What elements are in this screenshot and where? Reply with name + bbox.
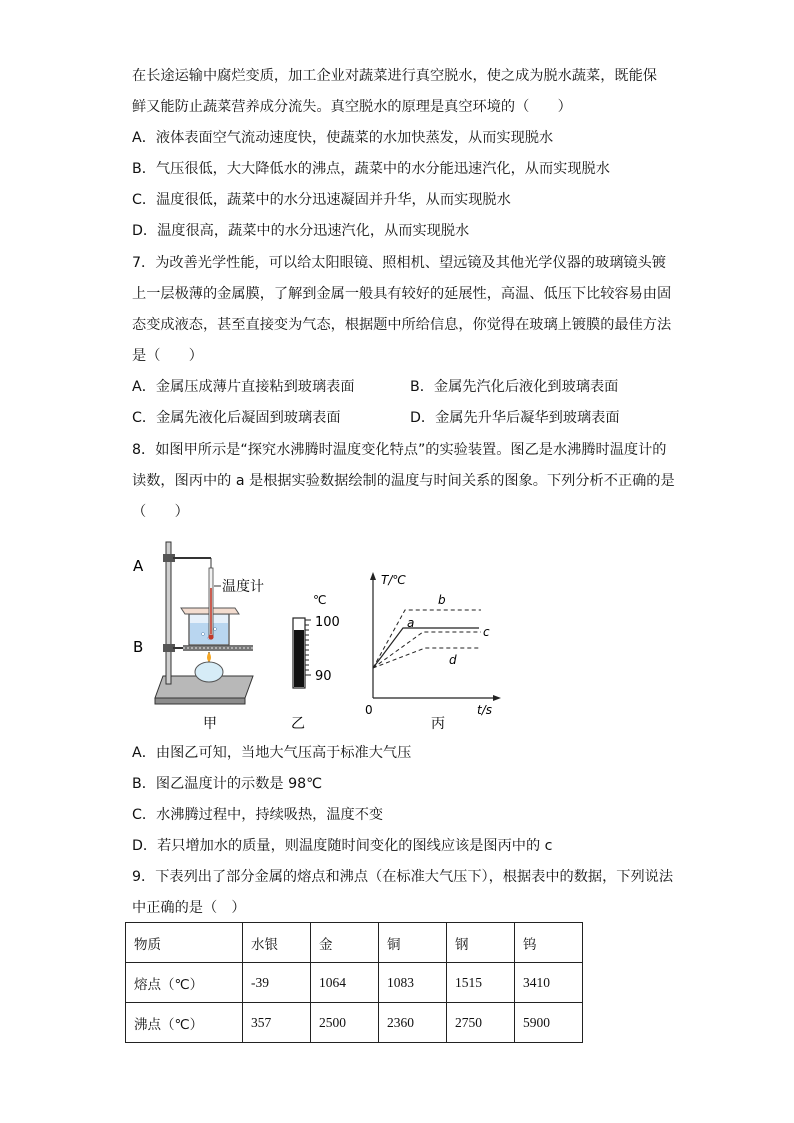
caption-bing: 丙 xyxy=(431,716,445,732)
curve-c xyxy=(373,632,481,668)
scale-90: 90 xyxy=(315,669,332,684)
q6-option-b: B．气压很低，大大降低水的沸点，蔬菜中的水分能迅速汽化，从而实现脱水 xyxy=(132,161,610,177)
table-header-cell: 水银 xyxy=(243,923,311,963)
alcohol-lamp xyxy=(195,662,223,682)
table-cell: 1515 xyxy=(447,963,515,1003)
thermometer-scale xyxy=(291,593,340,732)
lamp-flame xyxy=(207,652,211,662)
table-header-cell: 铜 xyxy=(379,923,447,963)
q8-option-c: C．水沸腾过程中，持续吸热，温度不变 xyxy=(132,807,384,823)
curve-a-label: a xyxy=(407,616,415,630)
table-cell: 2500 xyxy=(311,1003,379,1043)
table-cell: 3410 xyxy=(515,963,583,1003)
table-header-cell: 物质 xyxy=(126,923,243,963)
table-header-cell: 金 xyxy=(311,923,379,963)
scale-liquid xyxy=(294,630,304,687)
q7-stem-line-2: 上一层极薄的金属膜，了解到金属一般具有较好的延展性，高温、低压下比较容易由固 xyxy=(132,286,672,302)
curve-c-label: c xyxy=(483,625,490,639)
graph-y-label: T/℃ xyxy=(381,573,406,587)
table-header-row xyxy=(126,923,583,963)
q8-stem-line-3: （ ） xyxy=(132,504,189,520)
q8-option-a: A．由图乙可知，当地大气压高于标准大气压 xyxy=(132,745,412,761)
metals-table xyxy=(125,922,583,1043)
q6-option-d: D．温度很高，蔬菜中的水分迅速汽化，从而实现脱水 xyxy=(132,223,470,239)
q7-option-d: D．金属先升华后凝华到玻璃表面 xyxy=(410,410,620,426)
curve-d xyxy=(373,648,481,668)
graph-origin: 0 xyxy=(365,703,373,717)
apparatus-rod xyxy=(166,542,171,684)
q9-stem-line-1: 9．下表列出了部分金属的熔点和沸点（在标准大气压下），根据表中的数据，下列说法 xyxy=(132,869,674,885)
q7-stem-line-4: 是（ ） xyxy=(132,348,203,364)
table-cell: 1083 xyxy=(379,963,447,1003)
scale-ticks xyxy=(305,620,311,675)
wire-gauze xyxy=(183,645,253,651)
apparatus-drawing xyxy=(133,542,264,732)
q8-option-d: D．若只增加水的质量，则温度随时间变化的图线应该是图丙中的 c xyxy=(132,838,553,854)
table-cell: 2750 xyxy=(447,1003,515,1043)
table-cell: 1064 xyxy=(311,963,379,1003)
q7-option-a: A．金属压成薄片直接粘到玻璃表面 xyxy=(132,379,355,395)
table-header-cell: 钢 xyxy=(447,923,515,963)
q8-stem-line-1: 8．如图甲所示是“探究水沸腾时温度变化特点”的实验装置。图乙是水沸腾时温度计的 xyxy=(132,442,667,458)
q7-stem-line-3: 态变成液态，甚至直接变为气态，根据题中所给信息，你觉得在玻璃上镀膜的最佳方法 xyxy=(132,317,672,333)
q8-figure xyxy=(125,528,525,743)
q9-stem-line-2: 中正确的是（ ） xyxy=(132,900,246,916)
apparatus-base-front xyxy=(155,698,245,704)
q6-stem-line-2: 鲜又能防止蔬菜营养成分流失。真空脱水的原理是真空环境的（ ） xyxy=(132,99,572,115)
q6-stem-line-1: 在长途运输中腐烂变质，加工企业对蔬菜进行真空脱水，使之成为脱水蔬菜，既能保 xyxy=(132,68,657,84)
thermometer-label: 温度计 xyxy=(222,579,264,595)
scale-100: 100 xyxy=(315,615,340,630)
curve-b xyxy=(373,610,481,668)
q7-stem-line-1: 7．为改善光学性能，可以给太阳眼镜、照相机、望远镜及其他光学仪器的玻璃镜头镀 xyxy=(132,255,666,271)
table-cell: 2360 xyxy=(379,1003,447,1043)
q7-option-c: C．金属先液化后凝固到玻璃表面 xyxy=(132,410,341,426)
table-cell: 熔点（℃） xyxy=(126,963,243,1003)
table-cell: -39 xyxy=(243,963,311,1003)
caption-jia: 甲 xyxy=(203,716,217,732)
table-header-cell: 钨 xyxy=(515,923,583,963)
q8-option-b: B．图乙温度计的示数是 98℃ xyxy=(132,776,323,792)
apparatus-label-a: A xyxy=(133,557,144,575)
curve-b-label: b xyxy=(438,593,446,607)
table-cell: 5900 xyxy=(515,1003,583,1043)
q6-option-a: A．液体表面空气流动速度快，使蔬菜的水加快蒸发，从而实现脱水 xyxy=(132,130,554,146)
apparatus-label-b: B xyxy=(133,638,144,656)
table-row-boiling xyxy=(126,1003,583,1043)
caption-yi: 乙 xyxy=(291,716,305,732)
table-row-melting xyxy=(126,963,583,1003)
scale-unit: ℃ xyxy=(313,593,327,607)
curve-d-label: d xyxy=(449,653,457,667)
q7-option-b: B．金属先汽化后液化到玻璃表面 xyxy=(410,379,619,395)
table-cell: 357 xyxy=(243,1003,311,1043)
q6-option-c: C．温度很低，蔬菜中的水分迅速凝固并升华，从而实现脱水 xyxy=(132,192,511,208)
temperature-time-graph xyxy=(365,572,501,732)
table-cell: 沸点（℃） xyxy=(126,1003,243,1043)
graph-x-label: t/s xyxy=(477,703,492,717)
q8-stem-line-2: 读数，图丙中的 a 是根据实验数据绘制的温度与时间关系的图象。下列分析不正确的是 xyxy=(132,473,675,489)
